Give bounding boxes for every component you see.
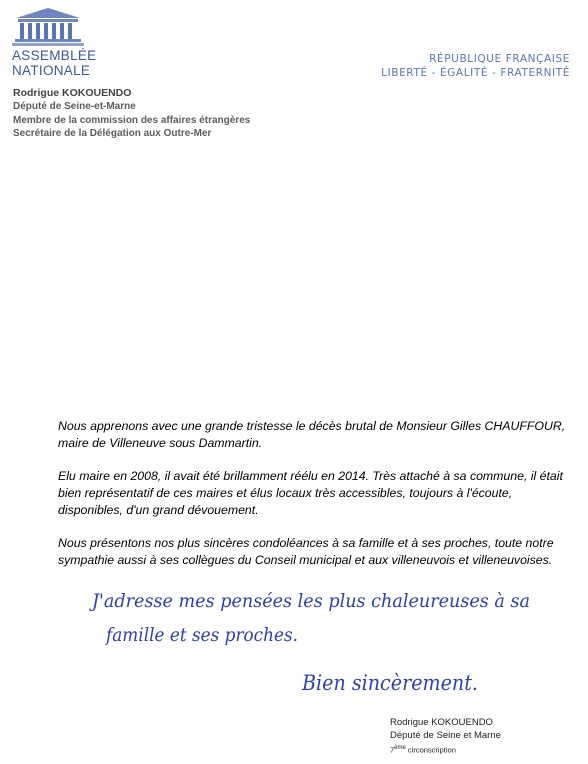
republic-title: RÉPUBLIQUE FRANÇAISE <box>429 53 570 65</box>
republic-motto: LIBERTÉ - ÉGALITÉ - FRATERNITÉ <box>381 67 570 79</box>
constituency-number: 7 <box>390 745 395 755</box>
logo-text-nationale: NATIONALE <box>12 63 91 78</box>
signature-title: Député de Seine et Marne <box>390 729 501 741</box>
logo-text-assemblee: ASSEMBLÉE <box>12 48 97 63</box>
handwritten-line: J'adresse mes pensées les plus chaleureuses à sa <box>88 590 530 612</box>
sender-block <box>13 87 250 140</box>
signature-name: Rodrigue KOKOUENDO <box>390 717 493 728</box>
constituency-label: circonscription <box>405 745 456 755</box>
signature-constituency <box>390 742 501 757</box>
letter-paragraph: Elu maire en 2008, il avait été brillamment réélu en 2014. Très attaché à sa commune, il était bien représentatif de ces maires et élus locaux très accessibles, toujours à l'écoute, disponibles, d'un grand dévouement. <box>58 469 563 517</box>
parliament-building-icon <box>10 4 86 46</box>
assemblee-nationale-logo <box>8 4 97 78</box>
handwritten-line: famille et ses proches. <box>104 624 298 646</box>
sender-role: Membre de la commission des affaires étrangères <box>13 114 251 126</box>
sender-role: Député de Seine-et-Marne <box>13 101 136 113</box>
letter-paragraph: Nous présentons nos plus sincères condoléances à sa famille et à ses proches, toute notre sympathie aussi à ses collègues du Conseil municipal et aux villeneuvois et villeneuvoises. <box>58 536 554 567</box>
letter-body <box>58 418 573 585</box>
republic-header <box>381 52 570 80</box>
constituency-ordinal: ème <box>394 745 406 751</box>
sender-name: Rodrigue KOKOUENDO <box>13 87 132 99</box>
signature-block <box>390 717 501 757</box>
handwritten-closing: Bien sincèrement. <box>301 671 478 695</box>
sender-role: Secrétaire de la Délégation aux Outre-Mer <box>13 127 212 139</box>
letter-paragraph: Nous apprenons avec une grande tristesse le décès brutal de Monsieur Gilles CHAUFFOUR, maire de Villeneuve sous Dammartin. <box>58 419 566 450</box>
